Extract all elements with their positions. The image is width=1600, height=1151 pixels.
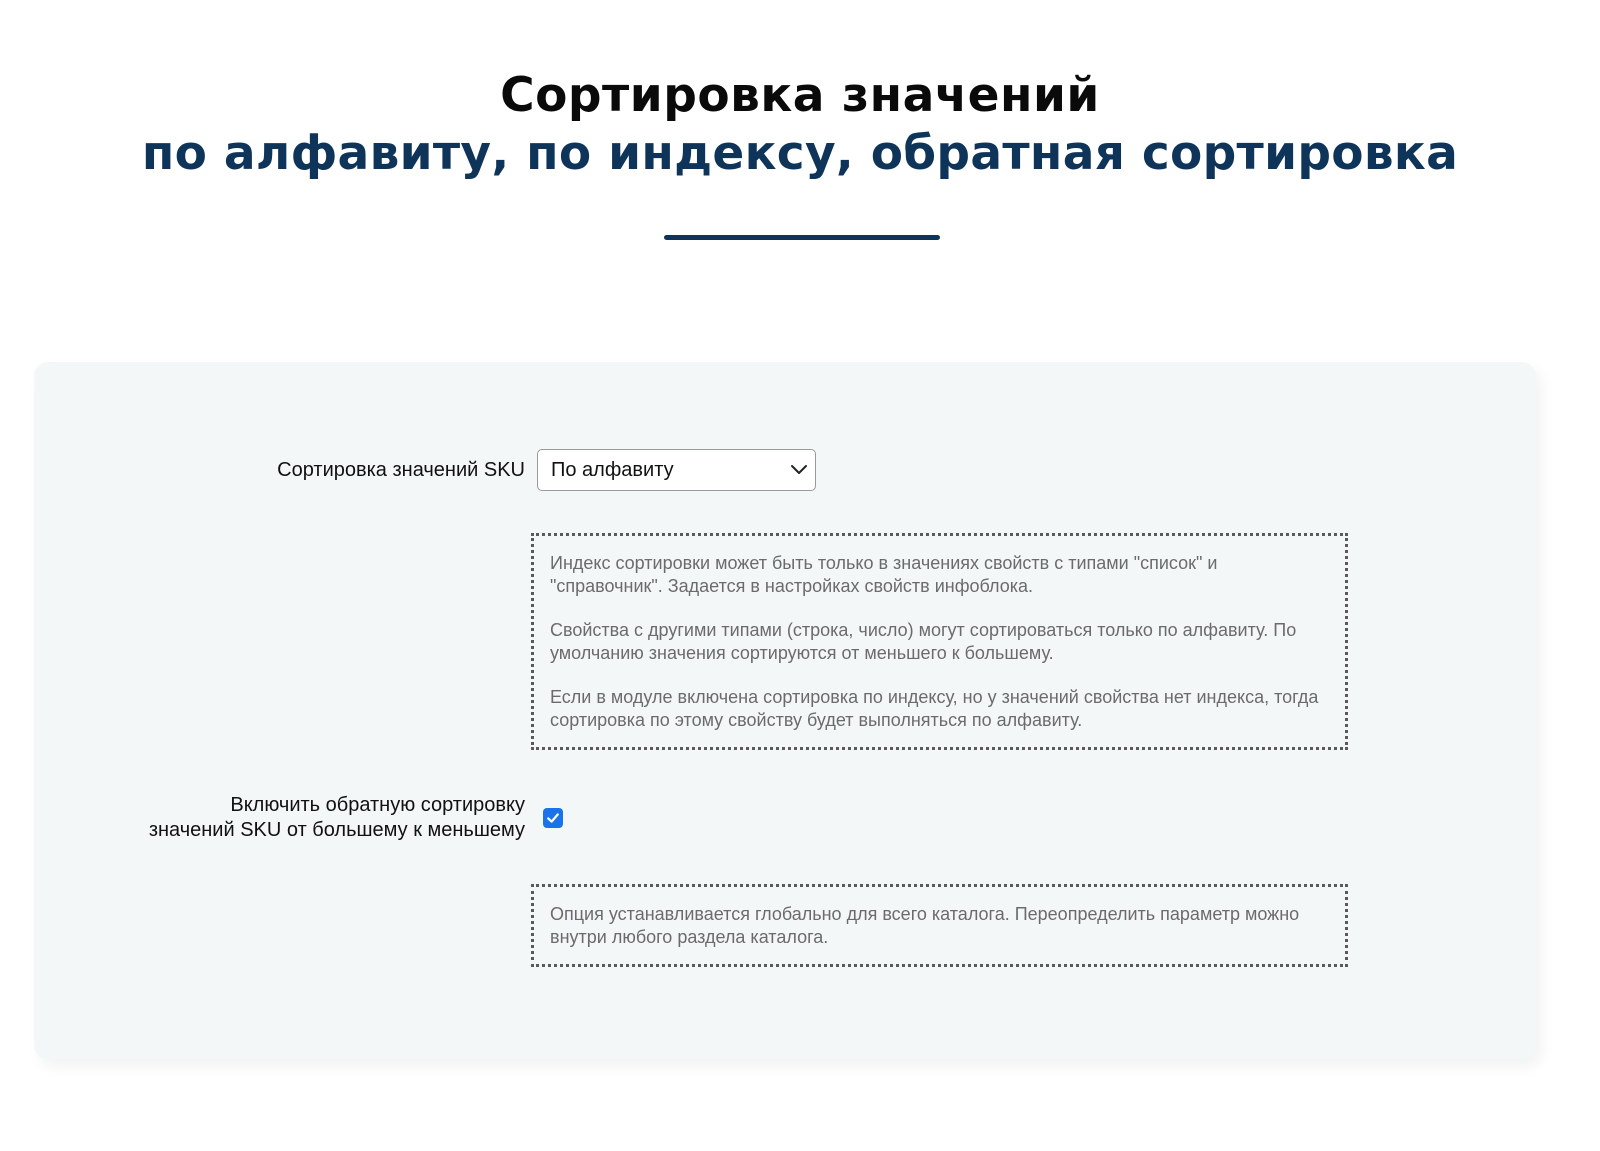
sort-info-note [531,533,1348,750]
title-divider [664,235,940,240]
reverse-sort-label [100,793,525,843]
checkmark-icon [545,810,561,826]
chevron-down-icon [789,460,809,480]
reverse-sort-checkbox[interactable] [543,808,563,828]
reverse-sort-label-line: значений SKU от большему к меньшему [148,819,525,841]
sort-values-label: Сортировка значений SKU [277,459,525,481]
sort-info-paragraph: Если в модуле включена сортировка по индексу, но у значений свойства нет индекса, тогда сортировка по этому свойству будет выполняться по алфавиту. [550,687,1319,730]
reverse-info-text: Опция устанавливается глобально для всего каталога. Переопределить параметр можно внутри любого раздела каталога. [550,904,1300,947]
sort-info-paragraph: Свойства с другими типами (строка, число) могут сортироваться только по алфавиту. По умолчанию значения сортируются от меньшего к большему. [550,620,1297,663]
page-title: Сортировка значений [500,68,1100,123]
page-subtitle: по алфавиту, по индексу, обратная сортировка [141,126,1459,181]
reverse-info-note [531,884,1348,967]
sort-values-selected: По алфавиту [551,459,674,481]
sort-info-paragraph: Индекс сортировки может быть только в значениях свойств с типами "список" и "справочник". Задается в настройках свойств инфоблока. [550,553,1218,596]
reverse-sort-label-line: Включить обратную сортировку [230,794,525,816]
sort-values-select[interactable] [537,449,816,491]
